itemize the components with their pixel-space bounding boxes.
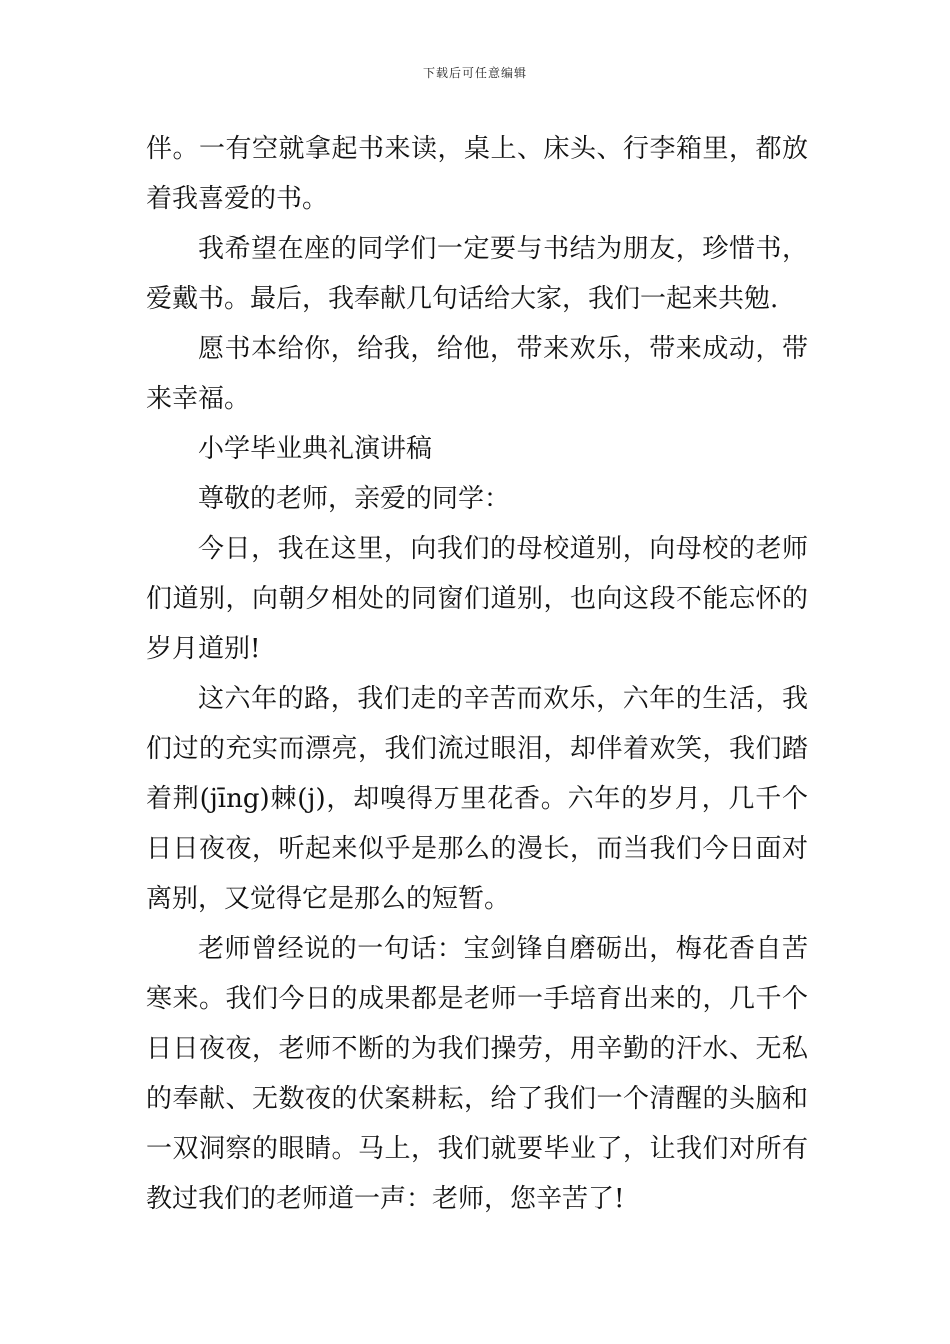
paragraph-continuation: 伴。一有空就拿起书来读，桌上、床头、行李箱里，都放着我喜爱的书。	[146, 134, 808, 214]
speech-greeting: 尊敬的老师，亲爱的同学：	[198, 484, 511, 514]
paragraph-farewell: 今日，我在这里，向我们的母校道别，向母校的老师们道别，向朝夕相处的同窗们道别，也向这段不能忘怀的岁月道别!	[146, 534, 808, 664]
paragraph-six-years: 这六年的路，我们走的辛苦而欢乐，六年的生活，我们过的充实而漂亮，我们流过眼泪，却伴着欢笑，我们踏着荆(jīng)棘(j)，却嗅得万里花香。六年的岁月，几千个日日夜夜，听起来似乎是那么的漫长，而当我们今日面对离别，又觉得它是那么的短暂。	[146, 684, 808, 914]
document-body	[146, 124, 808, 1224]
paragraph-teachers: 老师曾经说的一句话：宝剑锋自磨砺出，梅花香自苦寒来。我们今日的成果都是老师一手培育出来的，几千个日日夜夜，老师不断的为我们操劳，用辛勤的汗水、无私的奉献、无数夜的伏案耕耘，给了我们一个清醒的头脑和一双洞察的眼睛。马上，我们就要毕业了，让我们对所有教过我们的老师道一声：老师，您辛苦了!	[146, 934, 808, 1214]
paragraph-wish: 愿书本给你，给我，给他，带来欢乐，带来成动，带来幸福。	[146, 334, 808, 414]
speech-title: 小学毕业典礼演讲稿	[198, 434, 433, 464]
page-header: 下载后可任意编辑	[422, 66, 527, 80]
paragraph-friend-with-books: 我希望在座的同学们一定要与书结为朋友，珍惜书，爱戴书。最后，我奉献几句话给大家，我们一起来共勉.	[146, 234, 808, 314]
